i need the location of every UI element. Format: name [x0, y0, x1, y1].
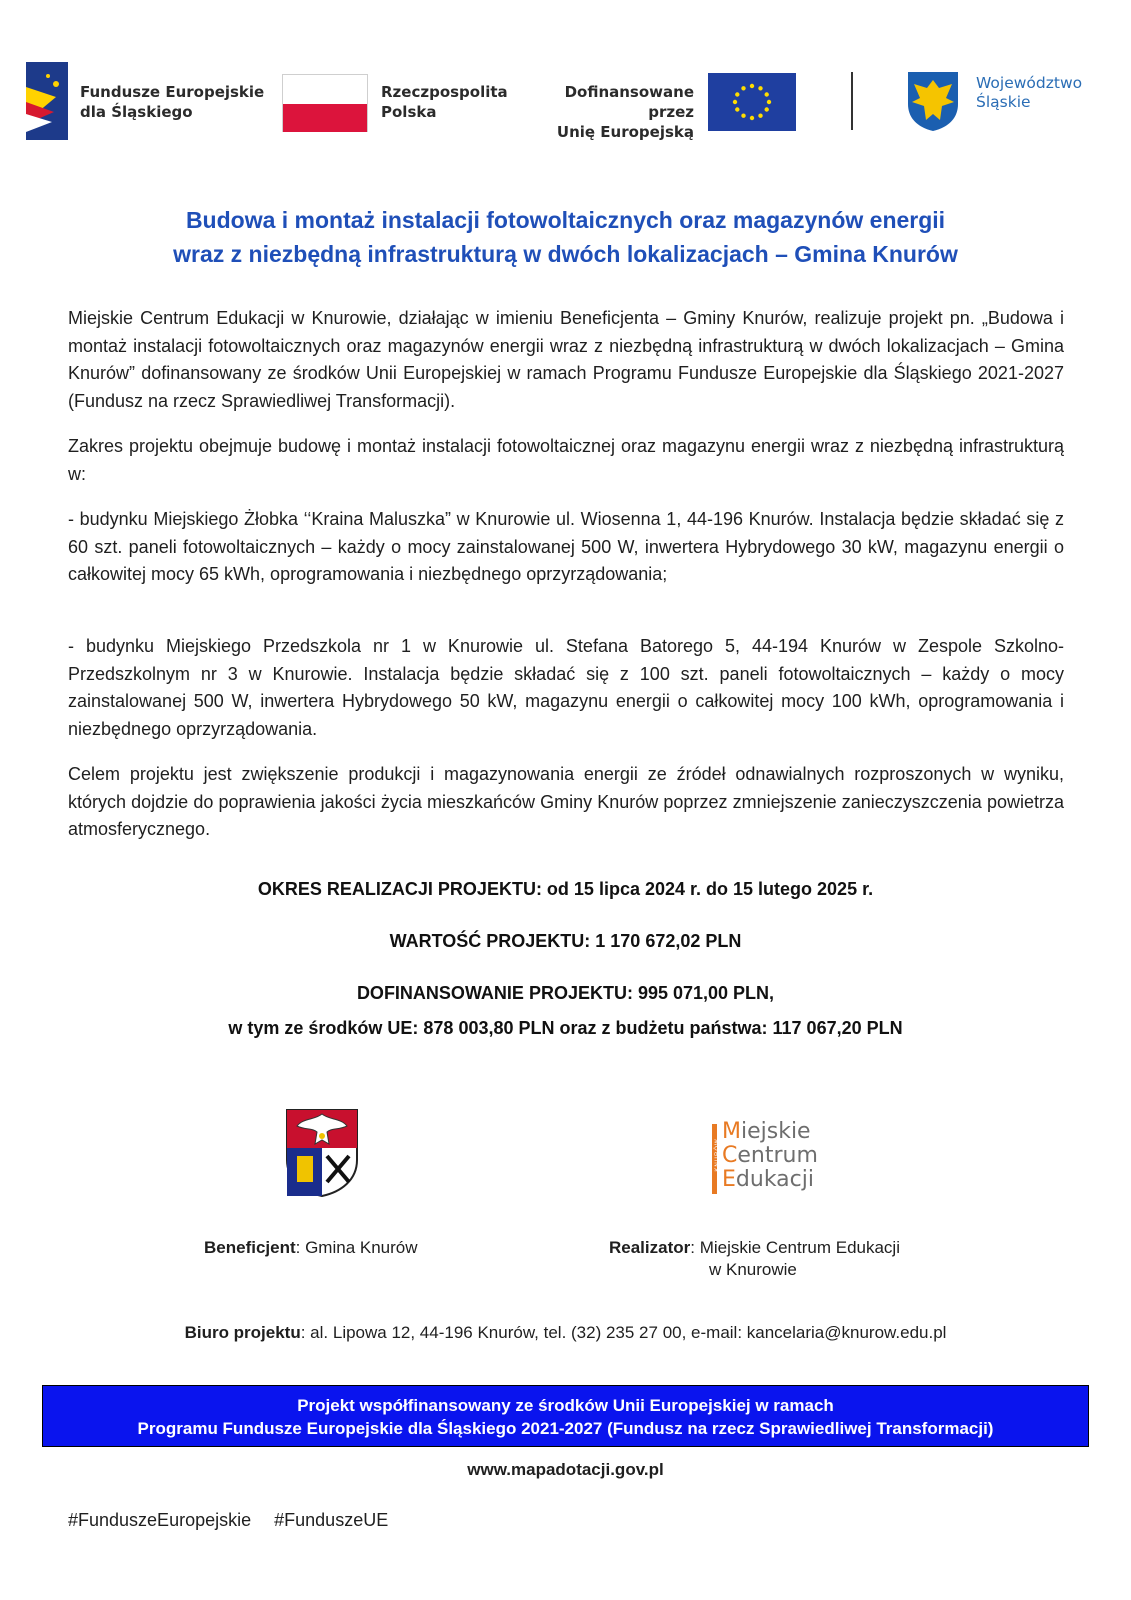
- project-period: OKRES REALIZACJI PROJEKTU: od 15 lipca 2024 r. do 15 lutego 2025 r.: [257, 879, 874, 899]
- banner-line-2: Programu Fundusze Europejskie dla Śląskiego 2021-2027 (Fundusz na rzecz Sprawiedliwej Transformacji): [137, 1419, 994, 1438]
- intro-paragraph: Miejskie Centrum Edukacji w Knurowie, działając w imieniu Beneficjenta – Gminy Knurów, realizuje projekt pn. „Budowa i montaż instalacji fotowoltaicznych oraz magazynów energii wraz z niezbędną infrastrukturą w dwóch lokalizacjach – Gmina Knurów” dofinansowany ze środków Unii Europejskiej w ramach Programu Fundusze Europejskie dla Śląskiego 2021-2027 (Fundusz na rzecz Sprawiedliwej Transformacji).: [68, 308, 1064, 411]
- hashtags: [68, 1510, 406, 1531]
- header-logos: [0, 0, 1131, 150]
- fundusze-europejskie-logo-icon: [26, 62, 68, 140]
- mce-logo-line-1: Miejskie: [722, 1119, 811, 1144]
- project-funding: DOFINANSOWANIE PROJEKTU: 995 071,00 PLN,: [356, 983, 775, 1003]
- realizer-label: Realizator: [609, 1238, 691, 1257]
- cofinancing-banner: [42, 1385, 1089, 1447]
- hashtag: #FunduszeUE: [274, 1510, 389, 1530]
- rzeczpospolita-text: Rzeczpospolita Polska: [381, 83, 508, 121]
- beneficiary-label: Beneficjent: [204, 1238, 296, 1257]
- eu-funding-text: Dofinansowane przez Unię Europejską: [556, 83, 694, 141]
- header-divider: [851, 72, 853, 130]
- realizer-caption: [609, 1237, 900, 1281]
- scope-item-2: - budynku Miejskiego Przedszkola nr 1 w Knurowie ul. Stefana Batorego 5, 44-194 Knurów w Zespole Szkolno-Przedszkolnym nr 3 w Knurowie. Instalacja będzie składać się z 100 szt. paneli fotowoltaicznych – każdy o mocy zainstalowanej 500 W, inwertera Hybrydowego 50 kW, magazynu energii o całkowitej mocy 100 kWh, oprogramowania i niezbędnego oprzyrządowania.: [68, 636, 1064, 739]
- poland-flag-icon: [282, 74, 368, 132]
- scope-paragraph: Zakres projektu obejmuje budowę i montaż instalacji fotowoltaicznej oraz magazynu energii wraz z niezbędną infrastrukturą w:: [68, 436, 1064, 484]
- wojewodztwo-slaskie-text: Województwo Śląskie: [976, 74, 1083, 111]
- eu-flag-icon: [708, 73, 796, 131]
- fundusze-europejskie-text: Fundusze Europejskie dla Śląskiego: [80, 83, 265, 121]
- goal-paragraph: Celem projektu jest zwiększenie produkcji i magazynowania energii ze źródeł odnawialnych rozproszonych w wyniku, których dojdzie do poprawienia jakości życia mieszkańców Gminy Knurów poprzez zmniejszenie zanieczyszczenia powietrza atmosferycznego.: [68, 764, 1064, 839]
- realizer-value: : Miejskie Centrum Edukacji: [690, 1238, 900, 1257]
- silesia-coat-of-arms-icon: [906, 70, 960, 132]
- project-value: WARTOŚĆ PROJEKTU: 1 170 672,02 PLN: [389, 931, 742, 951]
- hashtag: #FunduszeEuropejskie: [68, 1510, 252, 1530]
- banner-line-1: Projekt współfinansowany ze środków Unii Europejskiej w ramach: [297, 1396, 834, 1415]
- scope-item-1: - budynku Miejskiego Żłobka ‘‘Kraina Maluszka” w Knurowie ul. Wiosenna 1, 44-196 Knurów. Instalacja będzie składać się z 60 szt. paneli fotowoltaicznych – każdy o mocy zainstalowanej 500 W, inwertera Hybrydowego 30 kW, magazynu energii o całkowitej mocy 65 kWh, oprogramowania i niezbędnego oprzyrządowania;: [68, 509, 1064, 584]
- mce-logo-side-text: KNURÓW: [715, 1138, 721, 1172]
- knurow-coat-of-arms-icon: [285, 1108, 359, 1198]
- mce-logo-line-3: Edukacji: [722, 1167, 814, 1192]
- project-funding-detail: w tym ze środków UE: 878 003,80 PLN oraz z budżetu państwa: 117 067,20 PLN: [228, 1018, 903, 1038]
- beneficiary-value: : Gmina Knurów: [295, 1238, 418, 1257]
- website-link[interactable]: www.mapadotacji.gov.pl: [467, 1460, 664, 1479]
- mce-logo-line-2: Centrum: [722, 1143, 818, 1168]
- beneficiary-caption: [204, 1237, 418, 1259]
- project-office: [0, 1322, 1131, 1344]
- project-office-details: : al. Lipowa 12, 44-196 Knurów, tel. (32) 235 27 00, e-mail: kancelaria@knurow.edu.pl: [300, 1323, 947, 1342]
- project-office-label: Biuro projektu: [184, 1323, 301, 1342]
- page-title: Budowa i montaż instalacji fotowoltaicznych oraz magazynów energii wraz z niezbędną infrastrukturą w dwóch lokalizacjach – Gmina Knurów: [173, 207, 958, 267]
- realizer-value-line-2: w Knurowie: [709, 1260, 797, 1279]
